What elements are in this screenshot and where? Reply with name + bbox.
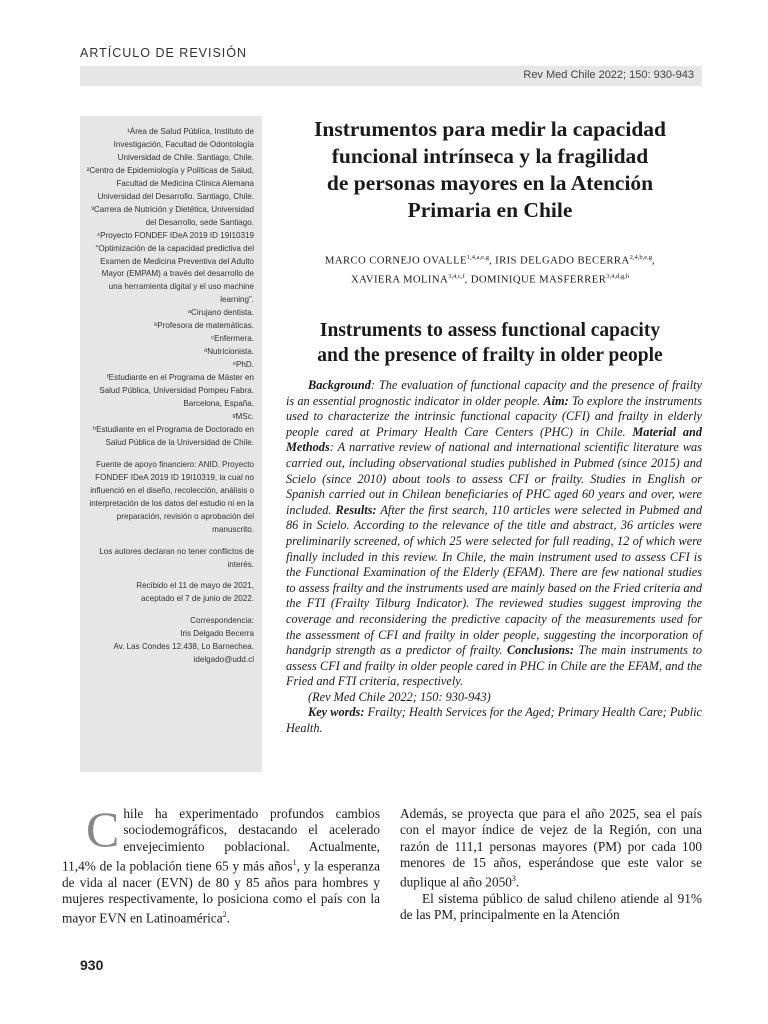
abstract-text: : A narrative review of national and international scientific literature was carried out, including observational studies published in Pubmed (since 2015) and Scielo (since 2010) about tools to assess CFI or frailty. Studies in English or Spanish carried out in Chilean beneficiaries of PHC aged 60 years and over, were included. [286,440,702,517]
abstract-text: : The evaluation of functional capacity and the presence of frailty is an essential prognostic indicator in older people. [286,378,702,408]
body-column-right [400,806,702,924]
abstract-text: To explore the instruments used to characterize the intrinsic functional capacity (CFI) and frailty in elderly people cared at Primary Health Care Centers (PHC) in Chile. [286,393,703,439]
keywords-text: Frailty; Health Services for the Aged; Primary Health Care; Public Health. [286,705,703,736]
reference-mark[interactable]: 2 [222,910,227,920]
abstract-citation: (Rev Med Chile 2022; 150: 930-943) [308,689,491,704]
body-text: . [515,874,520,890]
journal-reference-bar [80,66,702,86]
correspondence-label: Correspondencia: [190,616,254,626]
affiliation: ⁴Proyecto FONDEF IDeA 2019 ID 19I10319 “Optimización de la capacidad predictiva del Examen de Medicina Preventiva del Adulto Mayor (EMPAM) a través del desarrollo de una herramienta digital y el uso machine learning”. [95,230,254,305]
abstract-text: After the first search, 110 articles were selected in Pubmed and 86 in Scielo. According to the relevance of the title and abstract, 36 articles were preliminarily screened, of which 25 were selected for full reading, 12 of which were finally included in this review. In Chile, the main instrument used to assess CFI is the Functional Examination of the Elderly (EFAM). There are few national studies to assess frailty and the instruments used are mainly based on the Fried criteria and the FTI (Frailty Tilburg Indicator). The reviewed studies suggest improving the coverage and reconsidering the predictive capacity of the measurements used for the assessment of CFI and frailty in older people, suggesting the incorporation of handgrip strength as a predictor of frailty. [286,502,702,658]
abstract-body [286,378,702,690]
affiliation: ²Centro de Epidemiología y Políticas de Salud, Facultad de Medicina Clínica Alemana Universidad del Desarrollo. Santiago, Chile. [86,165,254,201]
keywords [286,705,702,736]
affiliation: ³Carrera de Nutrición y Dietética, Universidad del Desarrollo, sede Santiago. [91,204,254,227]
correspondence-address: Av. Las Condes 12.438, Lo Barnechea. [113,642,254,652]
body-text: hile ha experimentado profundos cambios sociodemográficos, destacando el acelerado envejecimiento poblacional. Actualmente, 11,4% de la población tiene 65 y más años [62,806,380,874]
section-label: ARTÍCULO DE REVISIÓN [80,46,248,60]
funding-text: Fuente de apoyo financiero: ANID. Proyecto FONDEF IDeA 2019 ID 19I10319, la cual no influenció en el diseño, recolección, análisis o interpretación de los datos del estudio ni en la preparación, revisión o aprobación del manuscrito. [89,459,254,534]
journal-reference: Rev Med Chile 2022; 150: 930-943 [523,69,694,81]
affiliation: ᶜEnfermera. [211,334,254,344]
affiliation: ᵍMSc. [232,411,254,421]
body-paragraph: El sistema público de salud chileno atiende al 91% de las PM, principalmente en la Atención [400,891,702,923]
author-separator: , [464,273,471,286]
reference-mark[interactable]: 3 [511,874,516,884]
affiliation: ᵇProfesora de matemáticas. [154,321,254,331]
abstract-heading: Results: [335,502,377,517]
author-affiliation-marks: 3,4,d,g,h [606,272,630,280]
funding-note [86,459,254,537]
abstract [286,378,702,737]
drop-cap: C [86,801,120,857]
author-separator: , [488,254,496,267]
article-title [278,116,702,224]
body-text: . [226,910,230,926]
correspondence-note [86,615,254,667]
conflicts-note [86,546,254,572]
author-name: DOMINIQUE MASFERRER [470,273,607,286]
affiliation: ʰEstudiante en el Programa de Doctorado en Salud Pública de la Universidad de Chile. [92,424,254,447]
body-text: Además, se proyecta que para el año 2025, sea el país con el mayor índice de vejez de la Región, con una razón de 111,1 personas mayores (PM) por cada 100 menores de 15 años, esperándose que este valor se duplique al año 2050 [400,806,702,890]
english-title [278,318,702,368]
body-text: , y la esperanza de vida al nacer (EVN) de 80 y 85 años para hombres y mujeres respectivamente, lo posiciona como el país con la mayor EVN en Latinoamérica [62,858,380,926]
affiliations-sidebar [80,116,262,772]
affiliation: ᵃCirujano dentista. [188,308,254,318]
title-line: de personas mayores en la Atención [326,171,654,195]
affiliation: ᵉPhD. [232,360,254,370]
author-name: IRIS DELGADO BECERRA [495,254,630,267]
reference-mark[interactable]: 1 [292,858,297,868]
english-title-line: and the presence of frailty in older people [317,345,663,366]
body-paragraph [400,806,702,891]
abstract-heading: Background [308,378,371,392]
author-separator: , [651,254,656,267]
keywords-label: Key words: [308,705,365,720]
author-name: XAVIERA MOLINA [350,273,449,286]
title-line: Instrumentos para medir la capacidad [314,117,666,141]
affiliation: ᶠEstudiante en el Programa de Máster en Salud Pública, Universidad Pompeu Fabra. Barcelona, España. [99,373,254,409]
title-line: Primaria en Chile [407,198,573,222]
conflicts-text: Los autores declaran no tener conflictos de interés. [99,546,254,569]
accepted-date: aceptado el 7 de junio de 2022. [141,594,254,604]
abstract-heading: Conclusions: [506,643,574,658]
affiliation: ¹Área de Salud Pública, Instituto de Investigación, Facultad de Odontología Universidad de Chile. Santiago, Chile. [113,127,254,162]
body-column-left [62,801,380,927]
author-affiliation-marks: 1,4,a,e,g [466,254,489,261]
english-title-line: Instruments to assess functional capacity [319,320,661,341]
author-name: MARCO CORNEJO OVALLE [324,254,467,267]
title-line: funcional intrínseca y la fragilidad [331,144,649,168]
author-affiliation-marks: 2,4,b,e,g [629,254,652,261]
abstract-text: The main instruments to assess CFI and frailty in older people cared in PHC in Chile are the EFAM, and the Fried and FTI criteria, respectively. [286,643,703,689]
affiliation: ᵈNutricionista. [204,347,254,357]
correspondence-name: Iris Delgado Becerra [180,629,254,639]
abstract-heading: Aim: [543,393,569,408]
abstract-heading: Material and Methods [286,424,702,455]
body-paragraph [62,801,380,927]
correspondence-email[interactable]: idelgado@udd.cl [193,655,254,665]
author-affiliation-marks: 3,4,c,f [448,272,465,280]
received-date: Recibido el 11 de mayo de 2021, [136,581,254,591]
page-number: 930 [80,957,104,973]
received-note [86,580,254,606]
author-list [278,250,702,287]
